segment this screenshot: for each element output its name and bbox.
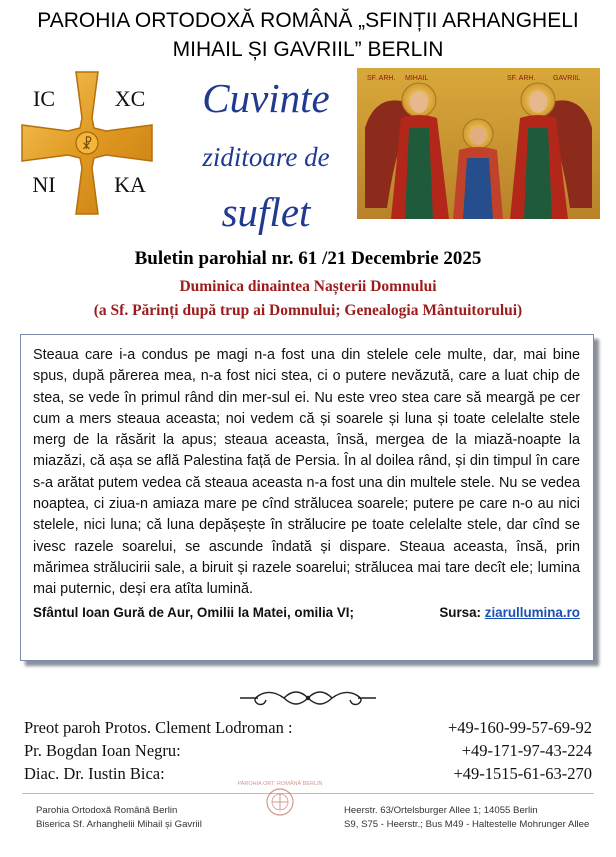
clergy-phone-1: +49-160-99-57-69-92	[447, 718, 592, 737]
ornament-divider-icon	[236, 684, 380, 712]
byzantine-cross-icon	[14, 68, 160, 218]
cross-letter-ka: KA	[114, 172, 146, 197]
footer-right	[344, 804, 604, 832]
footer-left	[36, 804, 236, 832]
quote-source-label: Sursa:	[439, 604, 482, 620]
parish-title-line1: PAROHIA ORTODOXĂ ROMÂNĂ „SFINȚII ARHANGHELI	[37, 9, 579, 32]
clergy-name-2: Pr. Bogdan Ioan Negru:	[24, 741, 181, 760]
icon-label-sf-arh-right: SF. ARH.	[507, 75, 536, 82]
clergy-phone-3: +49-1515-61-63-270	[453, 764, 592, 783]
clergy-phone-2: +49-171-97-43-224	[461, 741, 592, 760]
icon-label-mihail: MIHAIL	[405, 75, 429, 82]
quote-text: Steaua care i-a condus pe magi n-a fost una din stelele cele multe, dar, mai bine spus, după părerea mea, n-a fost nici stea, ci o putere nevăzută, care a luat chip de stea, se vede în primul rând din mer-sul ei. Nu este vreo stea care să meargă pe cer cum a mers steaua aceasta; noi vedem că și soarele și luna și toate celelalte stele merg de la răsărit la apus; steaua aceasta, însă, mergea de la miază-noapte la miazăzi, că așa se află Palestina față de Persia. În al doilea rând, și din timpul în care s-a arătat putem vedea că steaua aceasta n-a fost una din multele stele. Nu se vedea noaptea, ci ziua-n amiaza mare pe cînd strălucea soarele; putere pe care n-o au nici stelele, nici luna; că luna depășește în strălucire pe toate celelalte stele, dar cînd se ivesc razele soarelui, se ascunde îndată și dispare. Steaua aceasta, însă, prin mărimea strălucirii sale, a biruit și razele soarelui; strălucea mai tare decît ele; lumina mai puternic, deși era atîta lumină.	[33, 347, 580, 598]
footer-left-line2: Biserica Sf. Arhanghelii Mihail și Gavriil	[36, 819, 202, 830]
quote-source-link[interactable]: ziarullumina.ro	[484, 604, 580, 620]
clergy-name-1: Preot paroh Protos. Clement Lodroman :	[24, 718, 293, 737]
clergy-name-3: Diac. Dr. Iustin Bica:	[24, 764, 165, 783]
icon-label-gavriil: GAVRIIL	[553, 75, 581, 82]
footer-right-line2: S9, S75 - Heerstr.; Bus M49 - Haltestelle Mohrunger Allee	[344, 819, 590, 830]
newsletter-title-line3: suflet	[221, 189, 311, 235]
parish-title-line2: MIHAIL ȘI GAVRIIL” BERLIN	[172, 38, 444, 61]
bulletin-title: Buletin parohial nr. 61 /21 Decembrie 2025	[134, 248, 482, 269]
parish-stamp-icon	[234, 776, 326, 820]
cross-letter-xc: XC	[114, 86, 146, 111]
cross-letter-ni: NI	[32, 172, 56, 197]
sunday-subtitle: (a Sf. Părinți după trup ai Domnului; Genealogia Mântuitorului)	[93, 302, 523, 319]
newsletter-title-line2: ziditoare de	[202, 142, 330, 172]
icon-label-sf-arh-left: SF. ARH.	[367, 75, 396, 82]
quote-source	[439, 602, 580, 624]
cross-letter-ic: IC	[33, 86, 55, 111]
quote-author: Sfântul Ioan Gură de Aur, Omilii la Matei, omilia VI;	[33, 604, 354, 620]
svg-text:☧: ☧	[81, 137, 93, 153]
newsletter-title-line1: Cuvinte	[202, 75, 330, 121]
parish-title	[0, 6, 616, 64]
footer-left-line1: Parohia Ortodoxă Română Berlin	[36, 805, 178, 816]
sunday-title: Duminica dinaintea Nașterii Domnului	[179, 278, 437, 295]
quote-box	[20, 334, 594, 661]
stamp-text: PAROHIA ORT. ROMÂNĂ BERLIN	[237, 781, 323, 787]
footer-right-line1: Heerstr. 63/Ortelsburger Allee 1; 14055 Berlin	[344, 805, 538, 816]
archangels-icon-image	[357, 68, 600, 219]
quote-footer	[33, 602, 580, 624]
